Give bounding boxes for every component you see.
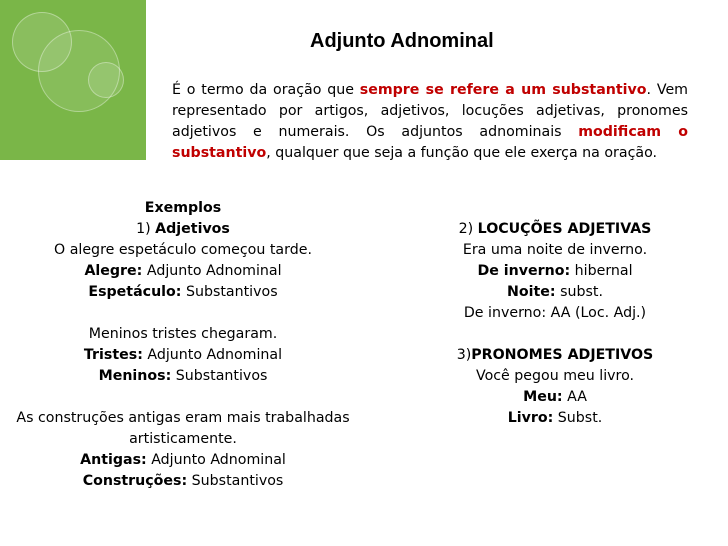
example-analysis: Noite: subst. (507, 284, 603, 300)
section-heading-pronomes: 3)PRONOMES ADJETIVOS (456, 347, 654, 363)
examples-heading: Exemplos (144, 200, 222, 216)
example-sentence: O alegre espetáculo começou tarde. (54, 242, 312, 258)
example-sentence: Você pegou meu livro. (475, 368, 635, 384)
example-note: De inverno: AA (Loc. Adj.) (463, 305, 647, 321)
example-analysis: Espetáculo: Substantivos (88, 284, 278, 300)
intro-text: . Vem representado por artigos, adjetivos, locuções adjetivas, pronomes adjetivos e numerais. Os adjuntos adnominais (172, 82, 689, 140)
intro-text: , qualquer que seja a função que ele exerça na oração. (266, 145, 658, 161)
example-sentence: Era uma noite de inverno. (462, 242, 648, 258)
intro-highlight: sempre se refere a um substantivo (359, 82, 647, 98)
section-heading-adjetivos: 1) Adjetivos (136, 221, 230, 237)
example-analysis: Meninos: Substantivos (98, 368, 268, 384)
example-analysis: Tristes: Adjunto Adnominal (83, 347, 283, 363)
example-analysis: Antigas: Adjunto Adnominal (80, 452, 286, 468)
intro-text: É o termo da oração que (172, 82, 360, 98)
spacer (440, 324, 670, 345)
intro-highlight: modificam o substantivo (172, 124, 688, 161)
decorative-green-block (0, 0, 146, 160)
intro-paragraph (172, 80, 688, 164)
examples-right-column (440, 219, 670, 429)
example-analysis: Meu: AA (523, 389, 587, 405)
example-analysis: Construções: Substantivos (82, 473, 284, 489)
example-analysis: Alegre: Adjunto Adnominal (84, 263, 282, 279)
spacer (0, 387, 366, 408)
example-sentence: Meninos tristes chegaram. (88, 326, 278, 342)
example-analysis: De inverno: hibernal (477, 263, 633, 279)
spacer (0, 303, 366, 324)
slide-title: Adjunto Adnominal (310, 30, 494, 52)
section-heading-locucoes: 2) LOCUÇÕES ADJETIVAS (458, 221, 652, 237)
example-analysis: Livro: Subst. (507, 410, 603, 426)
example-sentence: As construções antigas eram mais trabalhadas artisticamente. (16, 410, 350, 447)
examples-left-column (0, 198, 366, 492)
decorative-circle (88, 62, 124, 98)
